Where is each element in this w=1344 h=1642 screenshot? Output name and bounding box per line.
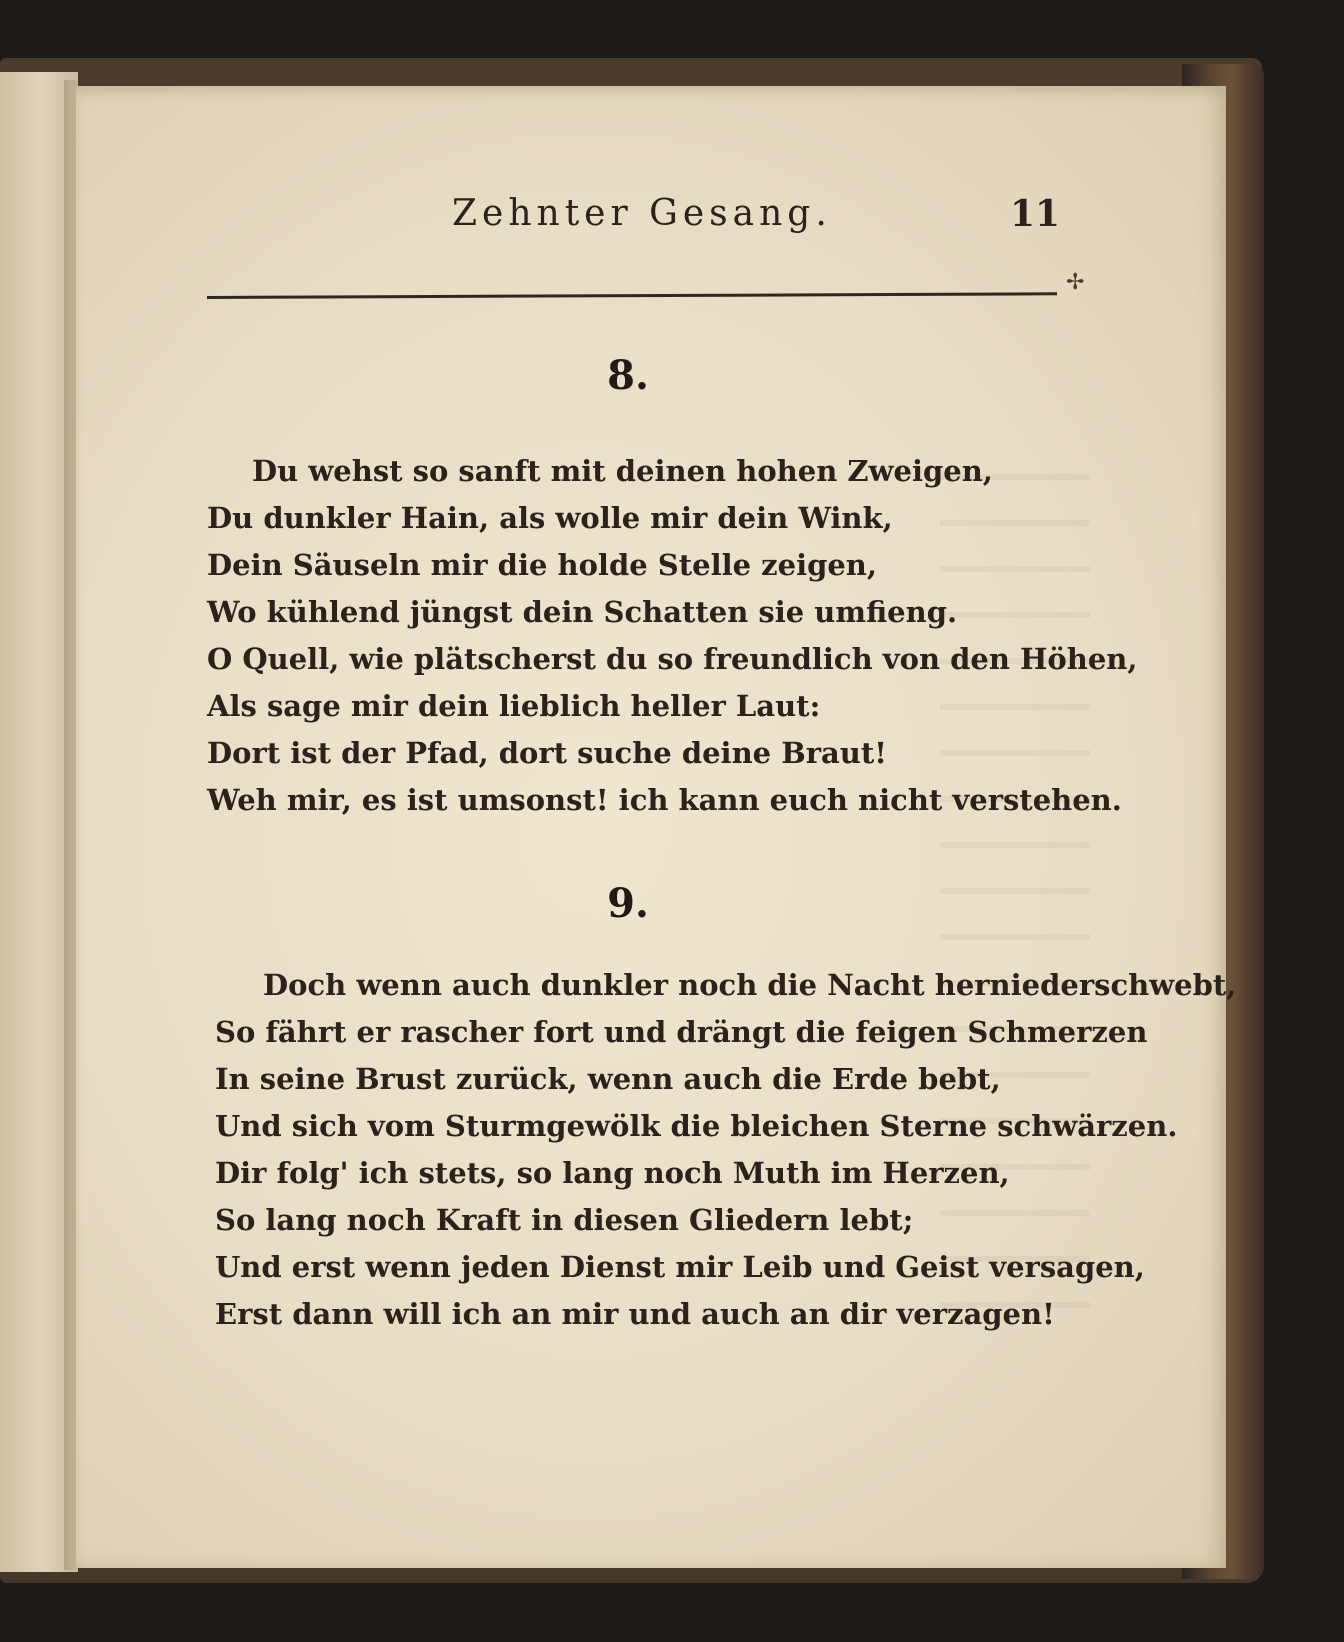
verse-line: O Quell, wie plätscherst du so freundlich von den Höhen,	[207, 642, 1138, 676]
running-head: Zehnter Gesang.	[452, 193, 832, 234]
verse-line: Dein Säuseln mir die holde Stelle zeigen,	[207, 548, 877, 582]
verse-line: Als sage mir dein lieblich heller Laut:	[207, 689, 821, 723]
verse-line: Du dunkler Hain, als wolle mir dein Wink,	[207, 501, 893, 535]
stanza-number: 9.	[607, 880, 649, 927]
stanza-number: 8.	[607, 352, 649, 399]
verse-line: Wo kühlend jüngst dein Schatten sie umfieng.	[207, 595, 958, 629]
verse-line: Erst dann will ich an mir und auch an dir verzagen!	[215, 1297, 1055, 1331]
verse-line: Dir folg' ich stets, so lang noch Muth im Herzen,	[215, 1156, 1010, 1190]
verse-line: So lang noch Kraft in diesen Gliedern lebt;	[215, 1203, 914, 1237]
page-number: 11	[1010, 193, 1061, 235]
verse-line: Du wehst so sanft mit deinen hohen Zweigen,	[252, 454, 993, 488]
verse-line: Weh mir, es ist umsonst! ich kann euch nicht verstehen.	[207, 783, 1122, 817]
verse-line: Dort ist der Pfad, dort suche deine Braut!	[207, 736, 887, 770]
verse-line: In seine Brust zurück, wenn auch die Erde bebt,	[215, 1062, 1001, 1096]
verse-line: Und sich vom Sturmgewölk die bleichen Sterne schwärzen.	[215, 1109, 1178, 1143]
printer-mark-icon: ✢	[1066, 270, 1085, 295]
stanza	[207, 448, 1138, 824]
verse-line: Doch wenn auch dunkler noch die Nacht herniederschwebt,	[263, 968, 1237, 1002]
verse-line: So fährt er rascher fort und drängt die feigen Schmerzen	[215, 1015, 1148, 1049]
stanza	[215, 962, 1236, 1338]
verse-line: Und erst wenn jeden Dienst mir Leib und Geist versagen,	[215, 1250, 1145, 1284]
